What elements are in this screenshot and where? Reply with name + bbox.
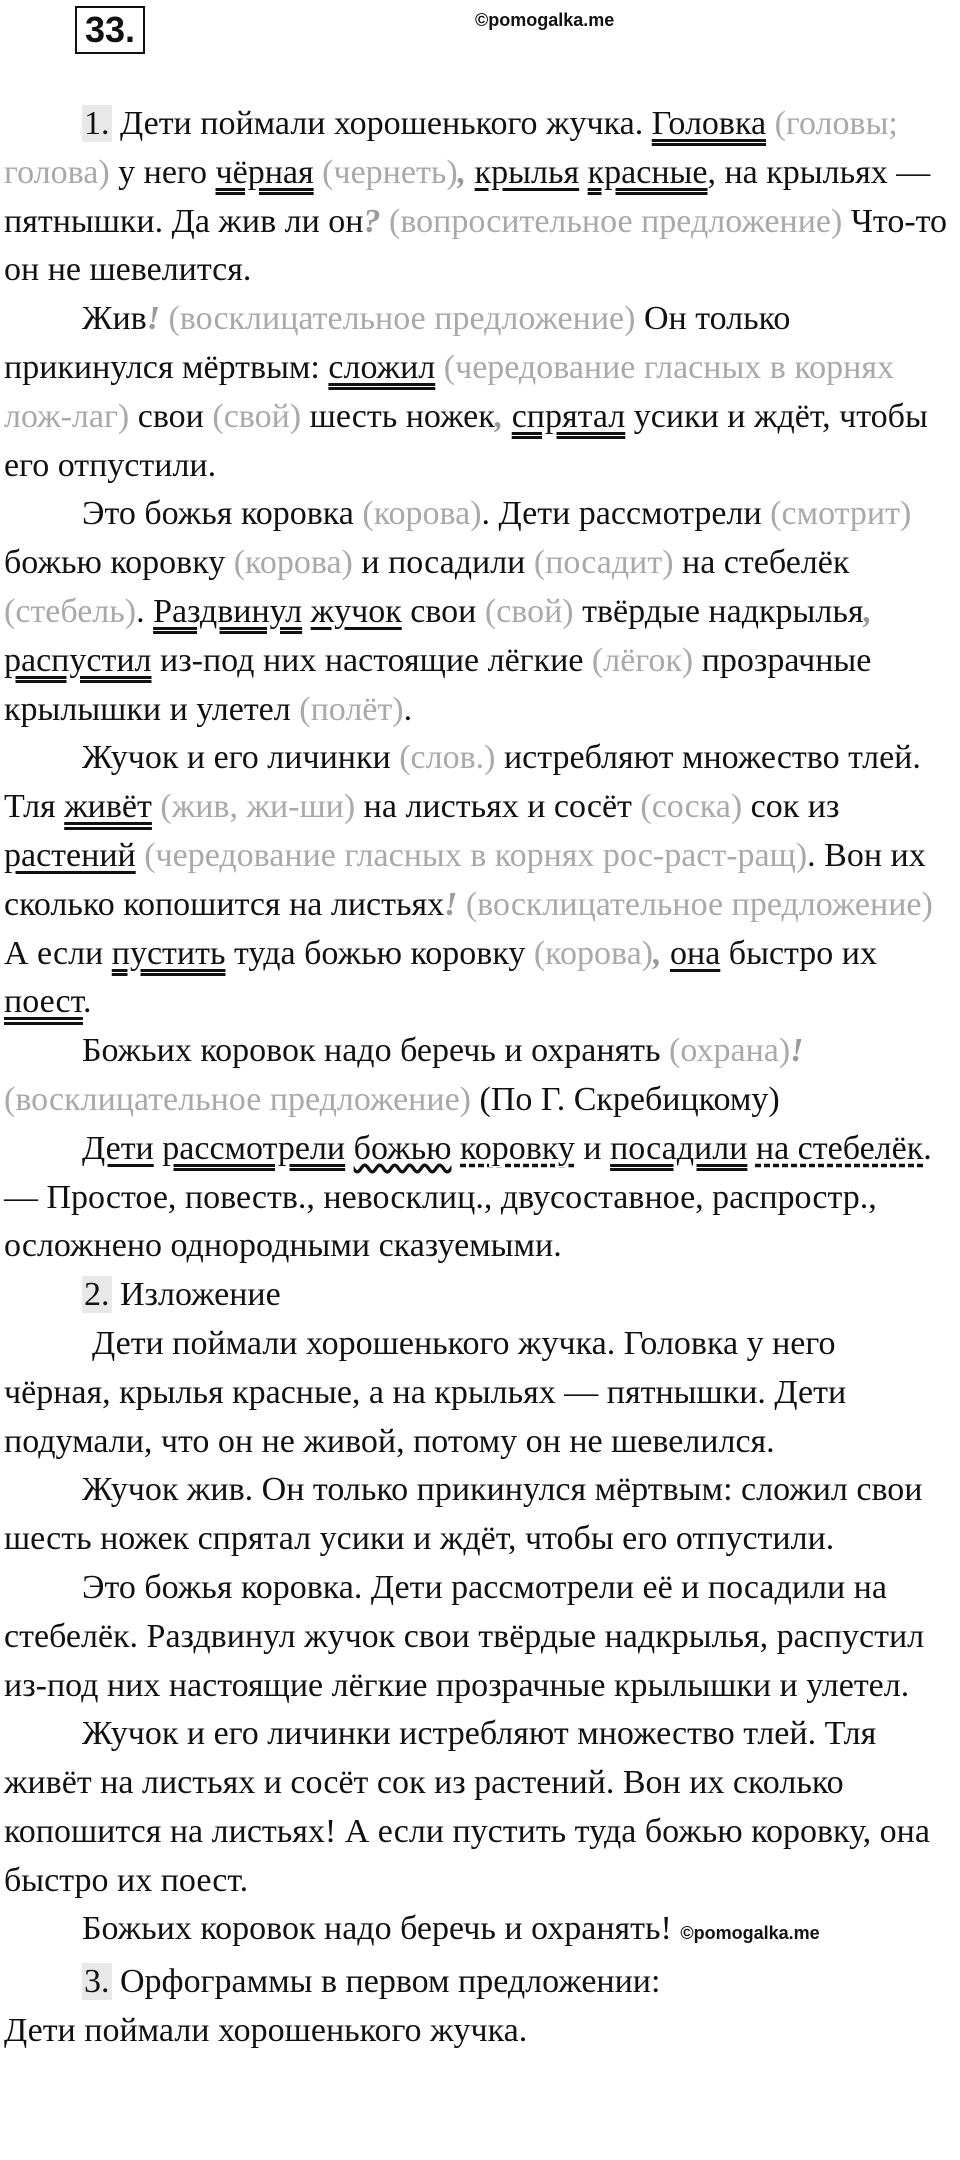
text-fragment: [154, 1130, 163, 1167]
text-fragment: .: [136, 592, 154, 630]
watermark: ©pomogalka.me: [475, 10, 615, 30]
text-fragment: Это божья коровка. Дети рассмотрели её и посадили на стебелёк. Раздвинул жучок свои твёрдые надкрылья, распустил из-под них настоящие лёгкие прозрачные крылышки и улетел.: [4, 1568, 925, 1704]
text-fragment: .: [82, 983, 92, 1021]
text-fragment: на листьях и сосёт: [355, 788, 641, 826]
text-fragment: на стебелёк: [673, 544, 850, 582]
hint-text: (чередование гласных в корнях лож-лаг): [4, 348, 894, 435]
text-fragment: шесть ножек: [301, 397, 495, 435]
text-fragment: на стебелёк: [755, 1129, 924, 1167]
text-fragment: . — Простое, повеств., невосклиц., двусоставное, распростр., осложнено однородными сказуемыми.: [4, 1129, 932, 1265]
text-fragment: посадили: [610, 1129, 748, 1167]
watermark-inline: ©pomogalka.me: [680, 1923, 820, 1944]
hint-text: (посадит): [533, 544, 674, 582]
text-fragment: живёт: [64, 788, 152, 826]
text-fragment: божью: [353, 1129, 452, 1167]
text-fragment: Жучок и его личинки: [82, 739, 400, 777]
text-fragment: и: [574, 1129, 611, 1167]
paragraph-14: [4, 2007, 950, 2056]
hint-text: (корова): [533, 934, 653, 972]
hint-text: (корова): [362, 495, 482, 533]
text-fragment: сок из: [742, 788, 840, 826]
exercise-text: [4, 100, 950, 2056]
text-fragment: ,: [457, 153, 467, 191]
text-fragment: спрятал: [511, 397, 626, 435]
text-fragment: Божьих коровок надо беречь и охранять!: [82, 1910, 681, 1948]
text-fragment: ?: [363, 202, 381, 240]
text-fragment: Дети поймали хорошенького жучка.: [111, 105, 652, 142]
text-fragment: Жив: [82, 300, 147, 338]
paragraph-12: [4, 1905, 950, 1958]
text-fragment: твёрдые надкрылья: [573, 592, 864, 630]
text-fragment: рассмотрели: [162, 1129, 346, 1167]
paragraph-7: [4, 1271, 950, 1320]
text-fragment: усики и ждёт, чтобы его отпустили.: [4, 397, 928, 484]
text-fragment: [466, 154, 475, 191]
hint-text: (корова): [233, 544, 353, 582]
text-fragment: Божьих коровок надо беречь и охранять: [82, 1032, 670, 1070]
paragraph-8: [4, 1320, 950, 1466]
text-fragment: Жучок и его личинки истребляют множество тлей. Тля живёт на листьях и сосёт сок из растений. Вон их сколько копошится на листьях! А если пустить туда божью коровку, она быстро их поест.: [4, 1715, 930, 1899]
text-fragment: божью коровку: [4, 544, 234, 582]
text-fragment: !: [790, 1032, 804, 1070]
text-fragment: быстро их: [720, 934, 877, 972]
hint-text: (соска): [640, 788, 743, 826]
text-fragment: Жучок жив. Он только прикинулся мёртвым: сложил свои шесть ножек спрятал усики и ждёт, чтобы его отпустили.: [4, 1471, 923, 1558]
exercise-number-box: [75, 6, 145, 54]
exercise-number-dot: .: [125, 9, 136, 50]
header: [75, 6, 960, 56]
task-number: 3.: [84, 1963, 110, 2001]
task-number: 2.: [84, 1276, 110, 1314]
paragraph-3: [4, 490, 950, 734]
text-fragment: у него: [109, 153, 216, 191]
hint-text: (свой): [484, 592, 574, 630]
text-fragment: Он только прикинулся мёртвым:: [4, 300, 791, 386]
text-fragment: истребляют множество тлей. Тля: [4, 739, 921, 826]
paragraph-11: [4, 1710, 950, 1905]
text-fragment: из-под них настоящие лёгкие: [151, 641, 592, 679]
hint-text: (вопросительное предложение): [380, 202, 843, 240]
text-fragment: Раздвинул: [153, 592, 303, 630]
text-fragment: жучок: [310, 592, 402, 630]
hint-text: (полёт): [299, 690, 404, 728]
text-fragment: (По Г. Скребицкому): [471, 1080, 780, 1118]
hint-text: (головы; голова): [4, 105, 898, 191]
paragraph-1: [4, 100, 950, 295]
hint-text: (лёгок): [591, 641, 694, 679]
text-fragment: !: [444, 885, 458, 923]
text-fragment: она: [670, 934, 721, 972]
text-fragment: Что-то он не шевелится.: [4, 202, 948, 289]
text-fragment: Головка: [651, 105, 767, 142]
text-fragment: прозрачные крылышки и улетел: [4, 641, 872, 728]
paragraph-13: [4, 1958, 950, 2007]
text-fragment: [345, 1130, 354, 1167]
paragraph-6: [4, 1125, 950, 1271]
text-fragment: Изложение: [111, 1276, 281, 1314]
text-fragment: растений: [4, 836, 136, 874]
hint-text: (восклицательное предложение): [159, 300, 636, 338]
task-number: 1.: [84, 105, 110, 142]
text-fragment: Орфограммы в первом предложении:: [111, 1963, 661, 2001]
hint-text: (смотрит): [770, 495, 912, 533]
exercise-number: 33: [85, 9, 126, 50]
text-fragment: свои: [401, 592, 485, 630]
text-fragment: ,: [863, 592, 872, 630]
text-fragment: туда божью коровку: [225, 934, 534, 972]
text-fragment: чёрная: [215, 153, 314, 191]
paragraph-10: [4, 1564, 950, 1710]
paragraph-4: [4, 734, 950, 1027]
text-fragment: . Вон их сколько копошится на листьях: [4, 836, 926, 923]
text-fragment: [662, 935, 671, 972]
text-fragment: пустить: [111, 934, 226, 972]
hint-text: (восклицательное предложение): [4, 1080, 471, 1118]
hint-text: (чернеть): [313, 153, 458, 191]
text-fragment: ,: [494, 397, 504, 435]
hint-text: (восклицательное предложение): [457, 885, 933, 923]
hint-text: (свой): [212, 397, 302, 435]
text-fragment: крылья: [474, 153, 580, 191]
paragraph-9: [4, 1466, 950, 1564]
text-fragment: сложил: [328, 348, 436, 386]
hint-text: (охрана): [669, 1032, 791, 1070]
text-fragment: .: [403, 690, 413, 728]
text-fragment: Это божья коровка: [82, 495, 363, 533]
text-fragment: красные: [587, 153, 708, 191]
hint-text: (стебель): [4, 592, 137, 630]
text-fragment: Дети поймали хорошенького жучка.: [4, 2012, 528, 2050]
text-fragment: распустил: [4, 641, 152, 679]
text-fragment: А если: [4, 934, 112, 972]
text-fragment: , на крыльях — пятнышки. Да жив ли он: [4, 153, 931, 240]
text-fragment: ,: [653, 934, 662, 972]
text-fragment: поест: [4, 983, 83, 1021]
hint-text: (слов.): [399, 739, 496, 777]
text-fragment: коровку: [460, 1129, 575, 1167]
text-fragment: [747, 1130, 756, 1167]
text-fragment: !: [146, 300, 160, 338]
text-fragment: свои: [129, 397, 213, 435]
text-fragment: Дети: [82, 1129, 154, 1167]
paragraph-2: [4, 295, 950, 490]
hint-text: (жив, жи-ши): [151, 788, 356, 826]
text-fragment: . Дети рассмотрели: [481, 495, 771, 533]
text-fragment: [452, 1130, 461, 1167]
paragraph-5: [4, 1027, 950, 1125]
text-fragment: и посадили: [352, 544, 534, 582]
text-fragment: [579, 154, 588, 191]
hint-text: (чередование гласных в корнях рос-раст-ращ): [135, 836, 808, 874]
text-fragment: [302, 593, 311, 630]
text-fragment: [503, 398, 512, 435]
text-fragment: Дети поймали хорошенького жучка. Головка у него чёрная, крылья красные, а на крыльях — пятнышки. Дети подумали, что он не живой, потому он не шевелился.: [4, 1324, 847, 1460]
